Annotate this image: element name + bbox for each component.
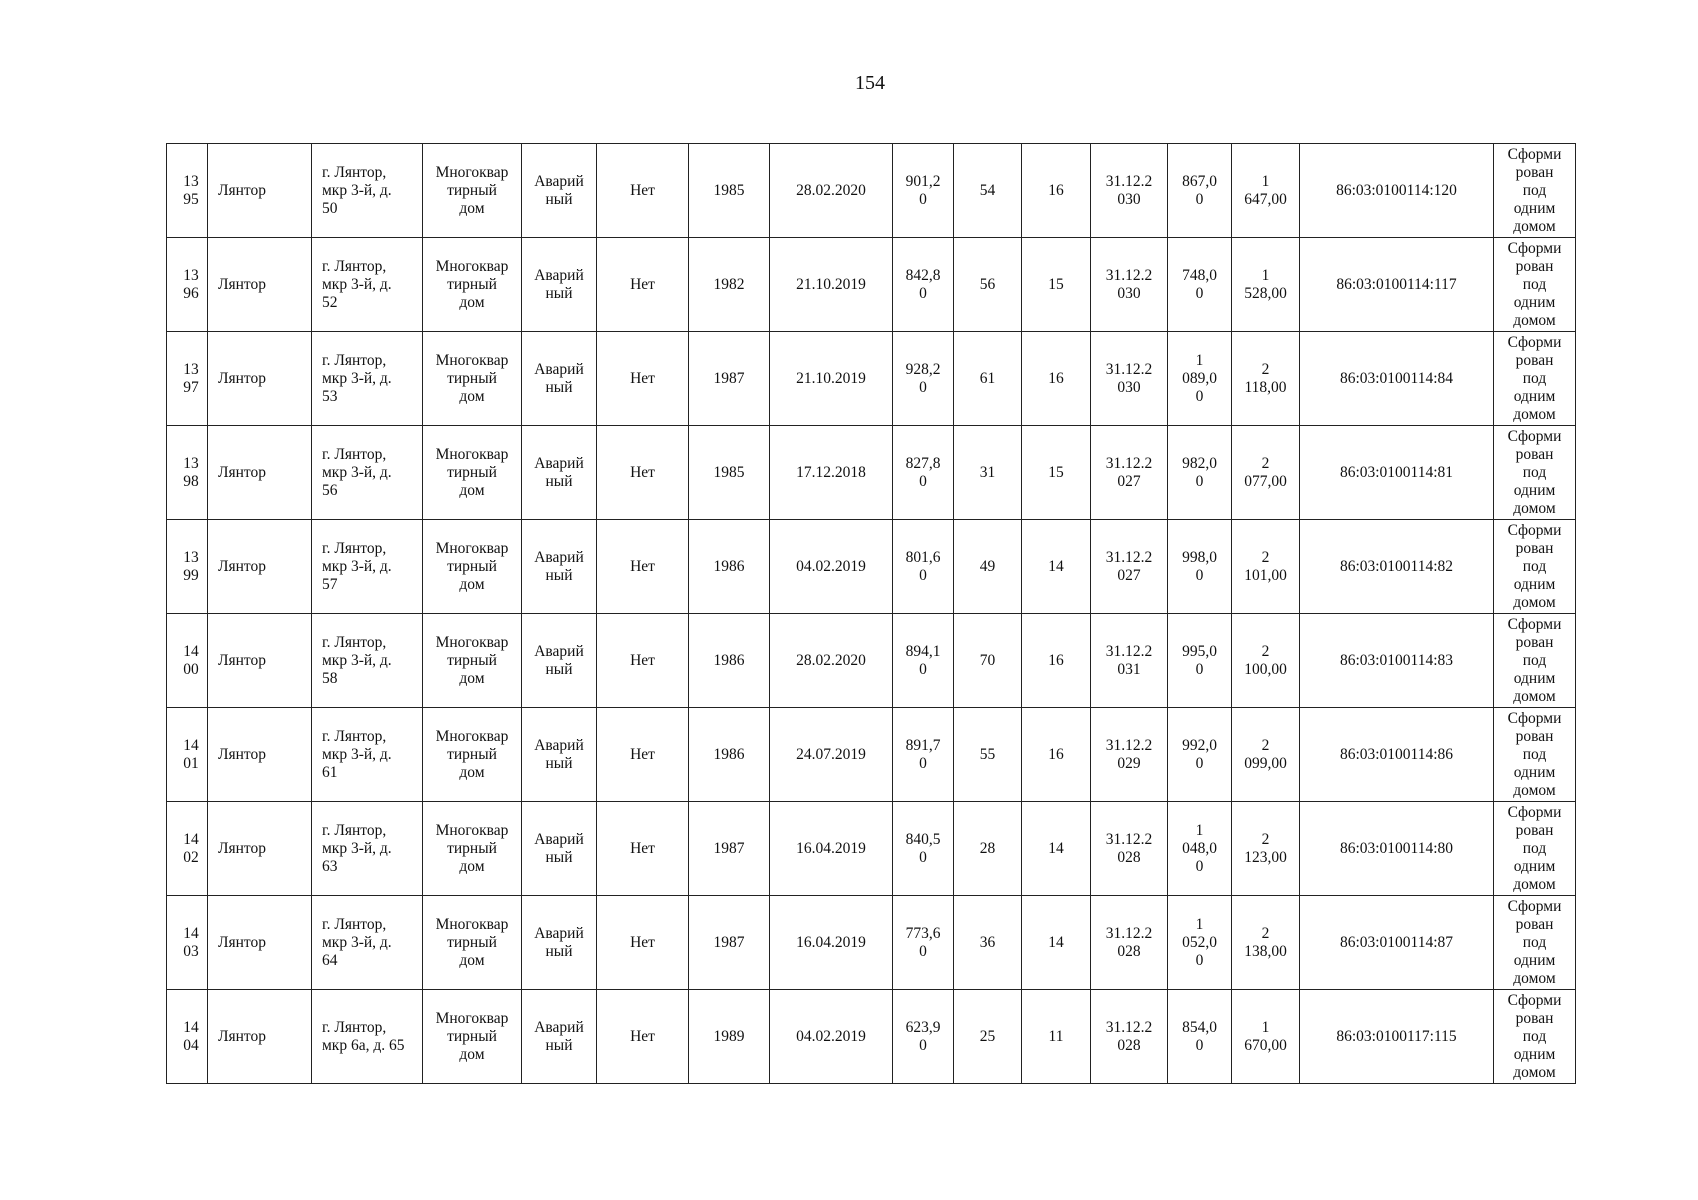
cell-total-area: 842,8 0 [893, 238, 954, 332]
cell-premises-count: 14 [1022, 520, 1091, 614]
cell-residents: 61 [954, 332, 1022, 426]
cell-condition: Аварий ный [522, 144, 597, 238]
cell-cadastral-number: 86:03:0100114:81 [1300, 426, 1494, 520]
cell-building-type: Многоквар тирный дом [423, 896, 522, 990]
cell-total-area: 894,1 0 [893, 614, 954, 708]
cell-flag: Нет [597, 802, 689, 896]
cell-address: г. Лянтор, мкр 3-й, д. 58 [312, 614, 423, 708]
cell-condition: Аварий ный [522, 990, 597, 1084]
cell-note: Сформи рован под одним домом [1494, 896, 1576, 990]
cell-resettlement-deadline: 31.12.2 030 [1091, 144, 1168, 238]
table-row [167, 426, 1576, 520]
cell-year-built: 1987 [689, 896, 770, 990]
cell-condition: Аварий ный [522, 614, 597, 708]
cell-total-area: 623,9 0 [893, 990, 954, 1084]
cell-premises-count: 15 [1022, 426, 1091, 520]
table-row [167, 144, 1576, 238]
cell-building-type: Многоквар тирный дом [423, 520, 522, 614]
table-row [167, 708, 1576, 802]
cell-building-type: Многоквар тирный дом [423, 990, 522, 1084]
cell-year-built: 1985 [689, 144, 770, 238]
cell-recognition-date: 16.04.2019 [770, 896, 893, 990]
cell-residents: 49 [954, 520, 1022, 614]
cell-city: Лянтор [208, 614, 312, 708]
cell-premises-count: 14 [1022, 896, 1091, 990]
cell-premises-count: 11 [1022, 990, 1091, 1084]
cell-living-area: 982,0 0 [1168, 426, 1232, 520]
cell-recognition-date: 04.02.2019 [770, 520, 893, 614]
cell-condition: Аварий ный [522, 426, 597, 520]
cell-resettlement-deadline: 31.12.2 028 [1091, 802, 1168, 896]
cell-city: Лянтор [208, 426, 312, 520]
cell-address: г. Лянтор, мкр 3-й, д. 50 [312, 144, 423, 238]
cell-living-area: 995,0 0 [1168, 614, 1232, 708]
cell-building-type: Многоквар тирный дом [423, 802, 522, 896]
cell-land-area: 2 099,00 [1232, 708, 1300, 802]
cell-city: Лянтор [208, 802, 312, 896]
cell-premises-count: 14 [1022, 802, 1091, 896]
cell-condition: Аварий ный [522, 332, 597, 426]
cell-living-area: 1 089,0 0 [1168, 332, 1232, 426]
cell-recognition-date: 16.04.2019 [770, 802, 893, 896]
cell-row-number: 13 96 [167, 238, 208, 332]
cell-note: Сформи рован под одним домом [1494, 990, 1576, 1084]
cell-total-area: 928,2 0 [893, 332, 954, 426]
table-row [167, 332, 1576, 426]
cell-year-built: 1989 [689, 990, 770, 1084]
cell-land-area: 2 101,00 [1232, 520, 1300, 614]
cell-land-area: 1 670,00 [1232, 990, 1300, 1084]
table-row [167, 238, 1576, 332]
cell-city: Лянтор [208, 520, 312, 614]
cell-land-area: 2 100,00 [1232, 614, 1300, 708]
cell-city: Лянтор [208, 144, 312, 238]
cell-living-area: 1 048,0 0 [1168, 802, 1232, 896]
cell-living-area: 992,0 0 [1168, 708, 1232, 802]
cell-recognition-date: 21.10.2019 [770, 238, 893, 332]
cell-year-built: 1982 [689, 238, 770, 332]
cell-note: Сформи рован под одним домом [1494, 332, 1576, 426]
cell-city: Лянтор [208, 238, 312, 332]
cell-resettlement-deadline: 31.12.2 027 [1091, 520, 1168, 614]
cell-premises-count: 16 [1022, 332, 1091, 426]
cell-residents: 56 [954, 238, 1022, 332]
cell-condition: Аварий ный [522, 520, 597, 614]
cell-cadastral-number: 86:03:0100117:115 [1300, 990, 1494, 1084]
cell-recognition-date: 04.02.2019 [770, 990, 893, 1084]
cell-premises-count: 15 [1022, 238, 1091, 332]
cell-total-area: 773,6 0 [893, 896, 954, 990]
cell-note: Сформи рован под одним домом [1494, 520, 1576, 614]
cell-total-area: 891,7 0 [893, 708, 954, 802]
cell-flag: Нет [597, 238, 689, 332]
cell-total-area: 840,5 0 [893, 802, 954, 896]
cell-address: г. Лянтор, мкр 3-й, д. 64 [312, 896, 423, 990]
cell-flag: Нет [597, 426, 689, 520]
cell-row-number: 14 03 [167, 896, 208, 990]
cell-row-number: 13 97 [167, 332, 208, 426]
cell-note: Сформи рован под одним домом [1494, 144, 1576, 238]
cell-building-type: Многоквар тирный дом [423, 426, 522, 520]
cell-address: г. Лянтор, мкр 3-й, д. 61 [312, 708, 423, 802]
cell-flag: Нет [597, 990, 689, 1084]
table-row [167, 802, 1576, 896]
cell-note: Сформи рован под одним домом [1494, 802, 1576, 896]
cell-residents: 25 [954, 990, 1022, 1084]
cell-flag: Нет [597, 520, 689, 614]
table-row [167, 896, 1576, 990]
cell-row-number: 13 95 [167, 144, 208, 238]
cell-residents: 70 [954, 614, 1022, 708]
cell-city: Лянтор [208, 896, 312, 990]
cell-residents: 36 [954, 896, 1022, 990]
cell-recognition-date: 24.07.2019 [770, 708, 893, 802]
cell-cadastral-number: 86:03:0100114:80 [1300, 802, 1494, 896]
cell-address: г. Лянтор, мкр 3-й, д. 56 [312, 426, 423, 520]
cell-residents: 55 [954, 708, 1022, 802]
cell-year-built: 1985 [689, 426, 770, 520]
page-number: 154 [855, 72, 885, 94]
cell-recognition-date: 21.10.2019 [770, 332, 893, 426]
cell-living-area: 998,0 0 [1168, 520, 1232, 614]
cell-living-area: 854,0 0 [1168, 990, 1232, 1084]
cell-cadastral-number: 86:03:0100114:120 [1300, 144, 1494, 238]
cell-building-type: Многоквар тирный дом [423, 332, 522, 426]
cell-land-area: 2 077,00 [1232, 426, 1300, 520]
table-row [167, 990, 1576, 1084]
cell-cadastral-number: 86:03:0100114:87 [1300, 896, 1494, 990]
cell-premises-count: 16 [1022, 708, 1091, 802]
cell-flag: Нет [597, 708, 689, 802]
cell-note: Сформи рован под одним домом [1494, 614, 1576, 708]
cell-premises-count: 16 [1022, 144, 1091, 238]
cell-cadastral-number: 86:03:0100114:84 [1300, 332, 1494, 426]
cell-condition: Аварий ный [522, 238, 597, 332]
cell-living-area: 748,0 0 [1168, 238, 1232, 332]
cell-address: г. Лянтор, мкр 3-й, д. 53 [312, 332, 423, 426]
cell-residents: 31 [954, 426, 1022, 520]
cell-land-area: 1 528,00 [1232, 238, 1300, 332]
cell-condition: Аварий ный [522, 708, 597, 802]
cell-year-built: 1987 [689, 802, 770, 896]
cell-land-area: 1 647,00 [1232, 144, 1300, 238]
cell-resettlement-deadline: 31.12.2 028 [1091, 990, 1168, 1084]
cell-resettlement-deadline: 31.12.2 029 [1091, 708, 1168, 802]
housing-registry-table [166, 143, 1576, 1084]
cell-total-area: 801,6 0 [893, 520, 954, 614]
cell-condition: Аварий ный [522, 802, 597, 896]
cell-flag: Нет [597, 332, 689, 426]
cell-row-number: 13 98 [167, 426, 208, 520]
cell-land-area: 2 123,00 [1232, 802, 1300, 896]
cell-row-number: 14 00 [167, 614, 208, 708]
cell-building-type: Многоквар тирный дом [423, 708, 522, 802]
cell-cadastral-number: 86:03:0100114:117 [1300, 238, 1494, 332]
cell-year-built: 1986 [689, 614, 770, 708]
cell-building-type: Многоквар тирный дом [423, 238, 522, 332]
cell-address: г. Лянтор, мкр 3-й, д. 57 [312, 520, 423, 614]
cell-note: Сформи рован под одним домом [1494, 238, 1576, 332]
cell-resettlement-deadline: 31.12.2 027 [1091, 426, 1168, 520]
cell-cadastral-number: 86:03:0100114:82 [1300, 520, 1494, 614]
cell-row-number: 13 99 [167, 520, 208, 614]
cell-resettlement-deadline: 31.12.2 031 [1091, 614, 1168, 708]
cell-residents: 28 [954, 802, 1022, 896]
cell-city: Лянтор [208, 990, 312, 1084]
cell-recognition-date: 28.02.2020 [770, 144, 893, 238]
cell-row-number: 14 02 [167, 802, 208, 896]
cell-city: Лянтор [208, 708, 312, 802]
cell-note: Сформи рован под одним домом [1494, 426, 1576, 520]
cell-note: Сформи рован под одним домом [1494, 708, 1576, 802]
cell-recognition-date: 17.12.2018 [770, 426, 893, 520]
cell-city: Лянтор [208, 332, 312, 426]
cell-condition: Аварий ный [522, 896, 597, 990]
cell-living-area: 1 052,0 0 [1168, 896, 1232, 990]
cell-cadastral-number: 86:03:0100114:86 [1300, 708, 1494, 802]
cell-residents: 54 [954, 144, 1022, 238]
cell-row-number: 14 01 [167, 708, 208, 802]
cell-total-area: 901,2 0 [893, 144, 954, 238]
cell-flag: Нет [597, 896, 689, 990]
table-body [167, 144, 1576, 1084]
cell-building-type: Многоквар тирный дом [423, 144, 522, 238]
table-row [167, 614, 1576, 708]
cell-recognition-date: 28.02.2020 [770, 614, 893, 708]
cell-address: г. Лянтор, мкр 6а, д. 65 [312, 990, 423, 1084]
cell-living-area: 867,0 0 [1168, 144, 1232, 238]
cell-year-built: 1987 [689, 332, 770, 426]
cell-land-area: 2 118,00 [1232, 332, 1300, 426]
cell-cadastral-number: 86:03:0100114:83 [1300, 614, 1494, 708]
cell-land-area: 2 138,00 [1232, 896, 1300, 990]
cell-premises-count: 16 [1022, 614, 1091, 708]
cell-year-built: 1986 [689, 708, 770, 802]
cell-address: г. Лянтор, мкр 3-й, д. 52 [312, 238, 423, 332]
cell-address: г. Лянтор, мкр 3-й, д. 63 [312, 802, 423, 896]
cell-resettlement-deadline: 31.12.2 028 [1091, 896, 1168, 990]
cell-building-type: Многоквар тирный дом [423, 614, 522, 708]
cell-flag: Нет [597, 144, 689, 238]
cell-total-area: 827,8 0 [893, 426, 954, 520]
cell-year-built: 1986 [689, 520, 770, 614]
cell-resettlement-deadline: 31.12.2 030 [1091, 238, 1168, 332]
cell-flag: Нет [597, 614, 689, 708]
cell-row-number: 14 04 [167, 990, 208, 1084]
cell-resettlement-deadline: 31.12.2 030 [1091, 332, 1168, 426]
table-row [167, 520, 1576, 614]
